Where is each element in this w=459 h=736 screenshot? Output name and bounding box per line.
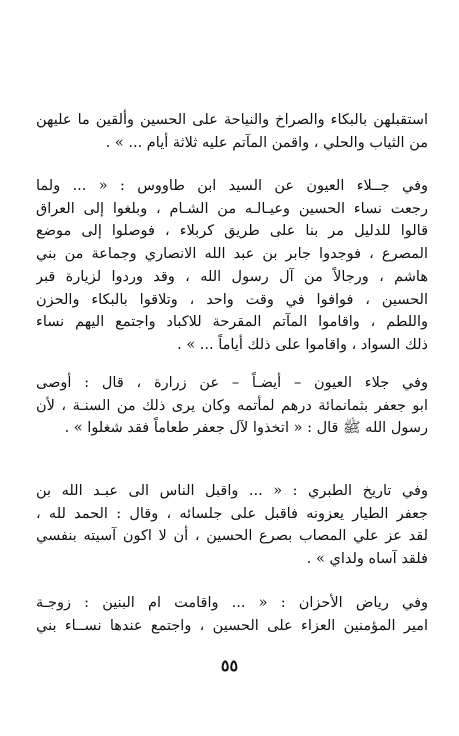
paragraph-jala-ibn-tawus	[36, 175, 428, 357]
text-line: فلقد آساه ولداي » .	[306, 551, 428, 568]
text-line: وفي جــلاء العيون عن السيد ابن طاووس : « ... ولما	[36, 178, 428, 194]
text-line: لقد عز علي المصاب بصرع الحسين ، أن لا اكون آسيته بنفسي	[36, 528, 428, 545]
text-line: استقبلهن بالبكاء والصراخ والنياحة على الحسين وألقين ما عليهن	[36, 112, 428, 128]
text-line: هاشم ، ورجالاً من آل رسول الله ، وقد وردوا لزيارة قبر	[36, 268, 428, 285]
text-line: واللطم ، واقاموا المآتم المقرحة للاكباد واجتمع اليهم نساء	[36, 314, 428, 331]
text-line: من الثياب والحلي ، واقمن المآتم عليه ثلاثة أيام ... » .	[105, 134, 428, 151]
paragraph-jala-zurara	[36, 372, 428, 440]
text-line: المصرع ، فوجدوا جابر بن عبد الله الانصاري وجماعة من بني	[36, 246, 428, 263]
text-line: وفي تاريخ الطبري : « ... واقبل الناس الى عبـد الله بن	[36, 483, 428, 499]
text-line: قالوا للدليل مر بنا على طريق كربلاء ، فوصلوا إلى موضع	[36, 223, 428, 240]
text-line: وفي رياض الأحزان : « ... واقامت ام البنين : زوجـة	[36, 595, 428, 611]
text-line: رجعت نساء الحسين وعيـالـه من الشـام ، وبلغوا إلى العراق	[36, 200, 428, 217]
text-line: ابو جعفر بثمانمائة درهم لمأتمه وكان يرى ذلك من السنـة ، لأن	[36, 397, 428, 414]
page-number: ٥٥	[220, 656, 239, 675]
text-line: امير المؤمنين العزاء على الحسين ، واجتمع عندها نســاء بني	[36, 617, 428, 634]
text-line: ذلك السواد ، واقاموا على ذلك أياماً ... » .	[177, 336, 428, 353]
text-line: رسول الله ﷺ قال : « اتخذوا لآل جعفر طعاماً فقد شغلوا » .	[64, 420, 428, 437]
text-line: وفي جلاء العيون – أيضـاً – عن زرارة ، قال : أوصى	[36, 375, 428, 391]
text-line: الحسين ، فوافوا في وقت واحد ، وتلاقوا بالبكاء والحزن	[36, 291, 428, 308]
text-line: جعفر الطيار يعزونه فاقبل على جلسائه ، وقال : الحمد لله ،	[36, 505, 428, 522]
paragraph-mourning	[36, 109, 428, 154]
paragraph-riyad-al-ahzan	[36, 592, 428, 637]
paragraph-tabari	[36, 480, 428, 571]
